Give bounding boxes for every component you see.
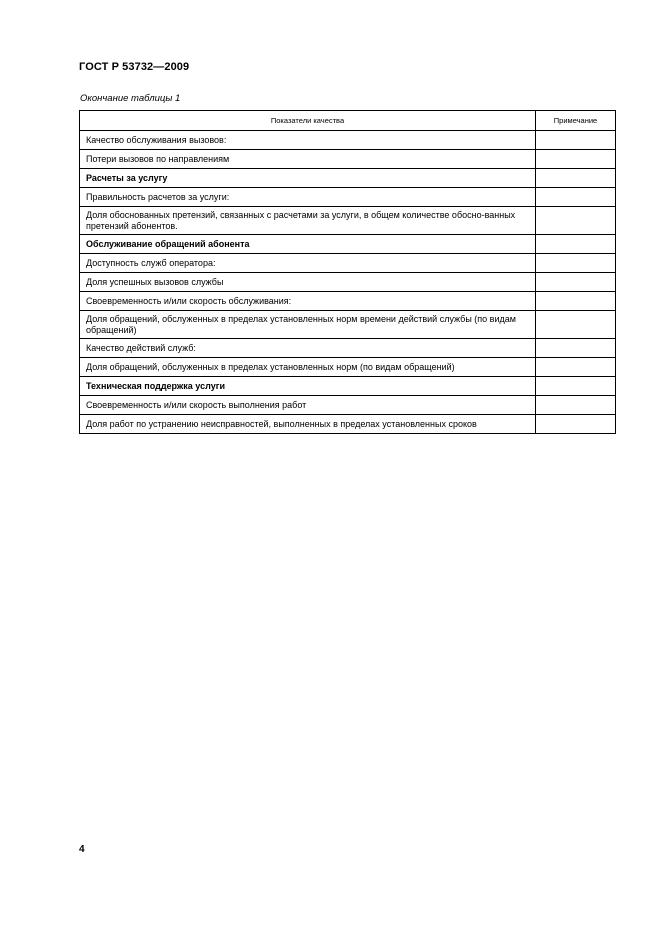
note-cell bbox=[536, 273, 616, 292]
table-caption: Окончание таблицы 1 bbox=[80, 93, 181, 104]
indicator-cell: Правильность расчетов за услуги: bbox=[80, 188, 536, 207]
document-header: ГОСТ Р 53732—2009 bbox=[79, 61, 190, 73]
table-row bbox=[80, 131, 616, 150]
table-row bbox=[80, 207, 616, 235]
indicator-cell: Доступность служб оператора: bbox=[80, 254, 536, 273]
note-cell bbox=[536, 415, 616, 434]
indicator-cell: Потери вызовов по направлениям bbox=[80, 150, 536, 169]
note-cell bbox=[536, 207, 616, 235]
quality-indicators-table bbox=[79, 110, 616, 434]
indicator-cell: Доля работ по устранению неисправностей, выполненных в пределах установленных сроков bbox=[80, 415, 536, 434]
note-cell bbox=[536, 292, 616, 311]
section-heading-cell: Обслуживание обращений абонента bbox=[80, 235, 536, 254]
table-section-row bbox=[80, 235, 616, 254]
table-row bbox=[80, 254, 616, 273]
indicator-cell: Доля обращений, обслуженных в пределах установленных норм (по видам обращений) bbox=[80, 358, 536, 377]
page-number: 4 bbox=[79, 844, 85, 855]
note-cell bbox=[536, 377, 616, 396]
section-heading-cell: Техническая поддержка услуги bbox=[80, 377, 536, 396]
table-row bbox=[80, 339, 616, 358]
note-cell bbox=[536, 150, 616, 169]
table-row bbox=[80, 396, 616, 415]
indicator-cell: Доля обращений, обслуженных в пределах установленных норм времени действий службы (по видам обращений) bbox=[80, 311, 536, 339]
note-cell bbox=[536, 131, 616, 150]
table-row bbox=[80, 188, 616, 207]
indicator-cell: Своевременность и/или скорость выполнения работ bbox=[80, 396, 536, 415]
table-section-row bbox=[80, 169, 616, 188]
indicator-cell: Качество обслуживания вызовов: bbox=[80, 131, 536, 150]
table-section-row bbox=[80, 377, 616, 396]
note-cell bbox=[536, 235, 616, 254]
indicator-cell: Доля обоснованных претензий, связанных с расчетами за услуги, в общем количестве обосно-ванных претензий абонентов. bbox=[80, 207, 536, 235]
table-row bbox=[80, 415, 616, 434]
note-cell bbox=[536, 254, 616, 273]
indicator-cell: Доля успешных вызовов службы bbox=[80, 273, 536, 292]
table-header-row bbox=[80, 111, 616, 131]
section-heading-cell: Расчеты за услугу bbox=[80, 169, 536, 188]
note-cell bbox=[536, 169, 616, 188]
note-cell bbox=[536, 396, 616, 415]
column-header-indicators: Показатели качества bbox=[80, 111, 536, 131]
column-header-note: Примечание bbox=[536, 111, 616, 131]
table-row bbox=[80, 292, 616, 311]
table-row bbox=[80, 273, 616, 292]
indicator-cell: Качество действий служб: bbox=[80, 339, 536, 358]
table-row bbox=[80, 358, 616, 377]
table-row bbox=[80, 150, 616, 169]
note-cell bbox=[536, 311, 616, 339]
note-cell bbox=[536, 358, 616, 377]
indicator-cell: Своевременность и/или скорость обслуживания: bbox=[80, 292, 536, 311]
note-cell bbox=[536, 339, 616, 358]
note-cell bbox=[536, 188, 616, 207]
table-row bbox=[80, 311, 616, 339]
